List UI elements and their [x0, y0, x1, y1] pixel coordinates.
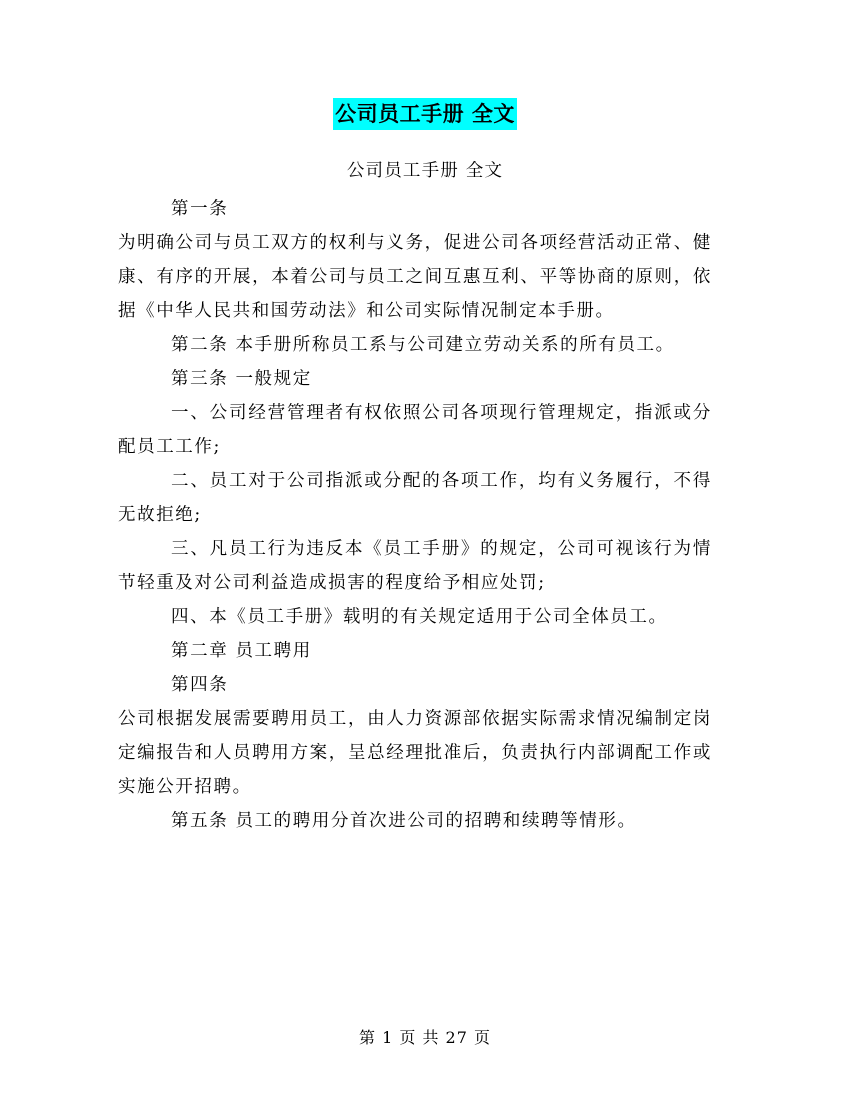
- article-2: 第二条 本手册所称员工系与公司建立劳动关系的所有员工。: [171, 335, 675, 355]
- article-5: 第五条 员工的聘用分首次进公司的招聘和续聘等情形。: [171, 811, 637, 831]
- page-footer: 第 1 页 共 27 页: [359, 1028, 491, 1047]
- article-3-item-3: 三、凡员工行为违反本《员工手册》的规定，公司可视该行为情节轻重及对公司利益造成损害的程度给予相应处罚;: [118, 539, 712, 593]
- article-3-heading: 第三条 一般规定: [171, 369, 312, 389]
- chapter-2-heading: 第二章 员工聘用: [171, 641, 312, 661]
- article-4-heading: 第四条: [171, 675, 229, 695]
- document-subtitle: 公司员工手册 全文: [346, 161, 504, 181]
- article-1-text: 为明确公司与员工双方的权利与义务，促进公司各项经营活动正常、健康、有序的开展，本着公司与员工之间互惠互利、平等协商的原则，依据《中华人民共和国劳动法》和公司实际情况制定本手册。: [118, 233, 712, 321]
- title-container: [0, 98, 850, 130]
- article-4-text: 公司根据发展需要聘用员工，由人力资源部依据实际需求情况编制定岗定编报告和人员聘用方案，呈总经理批准后，负责执行内部调配工作或实施公开招聘。: [118, 709, 712, 797]
- article-3-item-4: 四、本《员工手册》载明的有关规定适用于公司全体员工。: [171, 607, 668, 627]
- article-3-item-2: 二、员工对于公司指派或分配的各项工作，均有义务履行，不得无故拒绝;: [118, 471, 712, 525]
- article-3-item-1: 一、公司经营管理者有权依照公司各项现行管理规定，指派或分配员工工作;: [118, 403, 712, 457]
- document-title: 公司员工手册 全文: [333, 98, 517, 130]
- article-1-heading: 第一条: [171, 199, 229, 219]
- document-body: [118, 192, 712, 838]
